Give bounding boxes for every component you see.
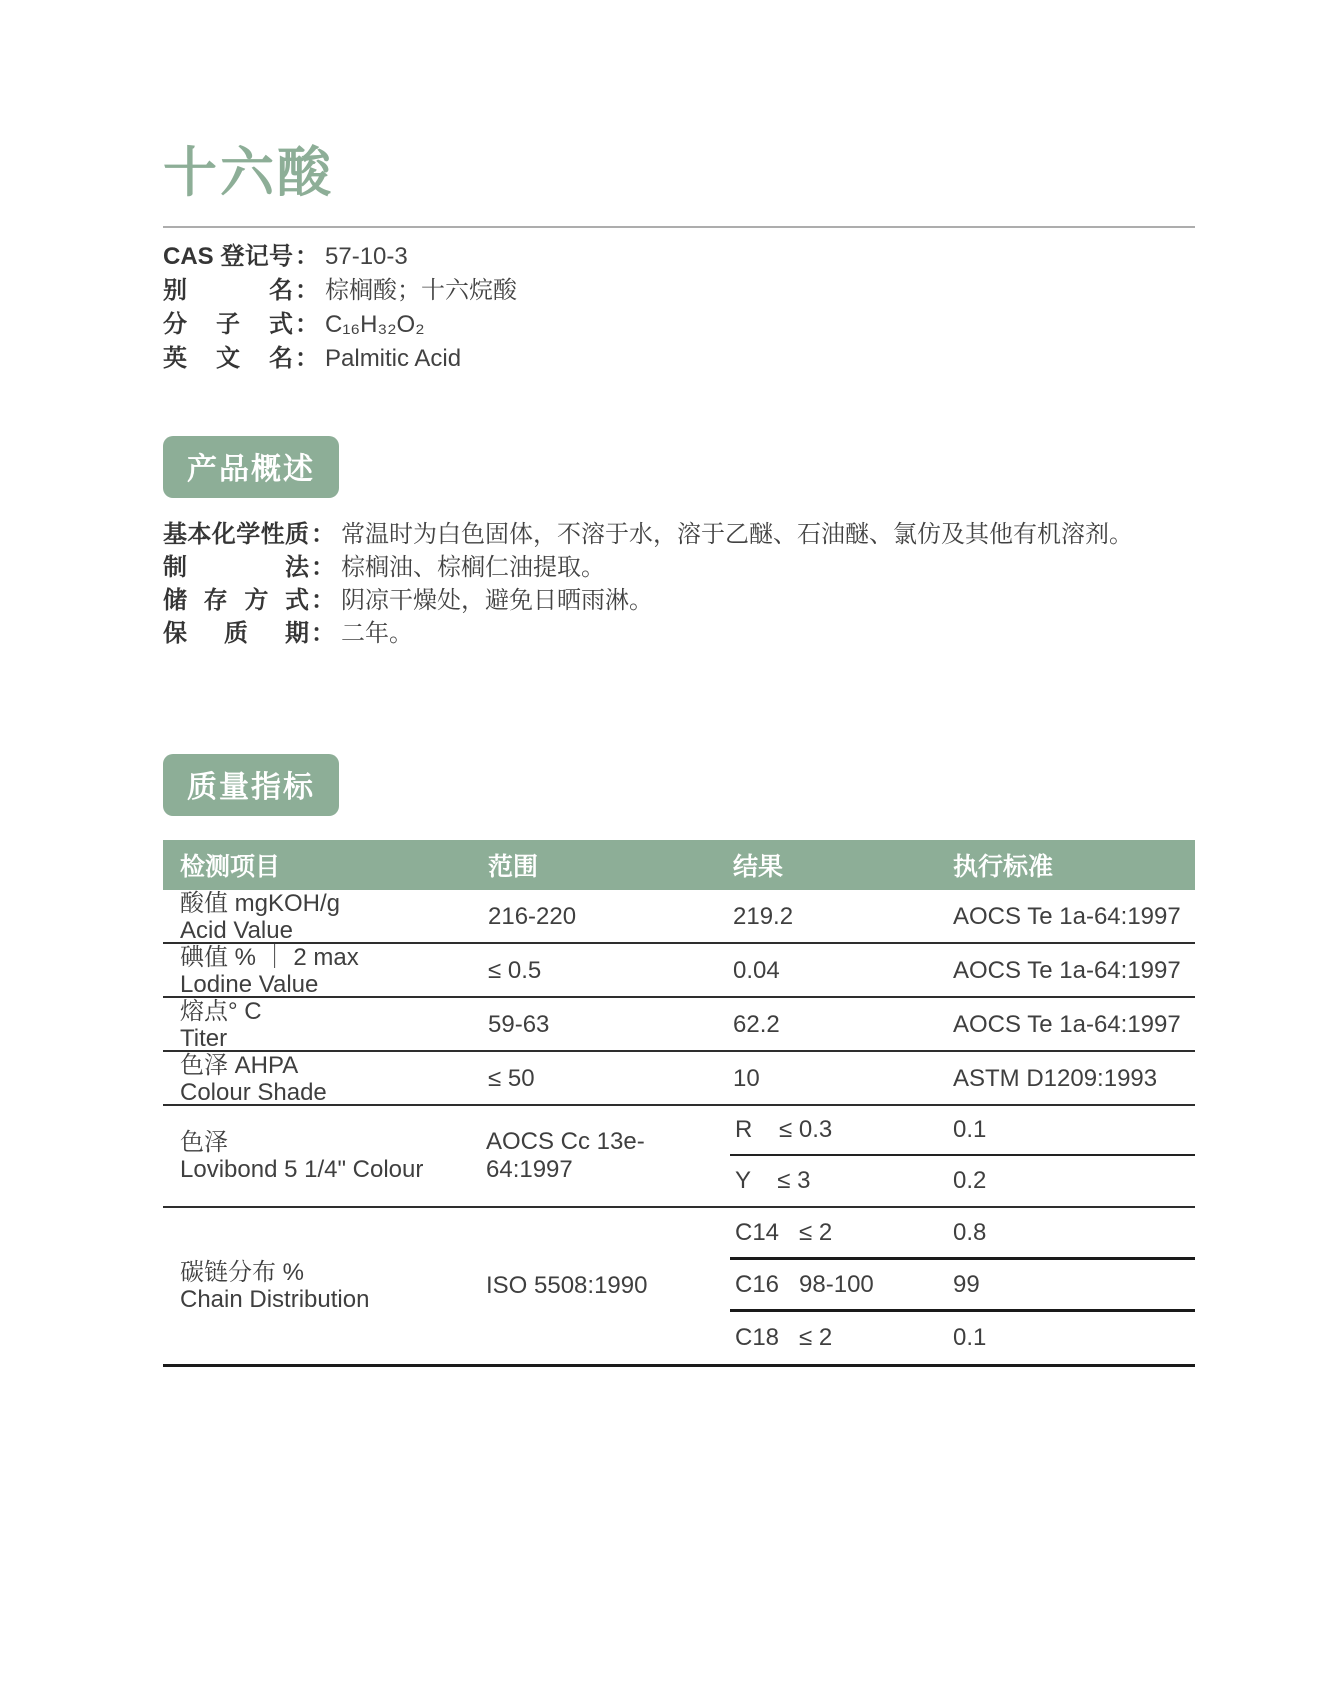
info-row-cas bbox=[163, 240, 1195, 274]
overview-label: 保 质 期 bbox=[163, 620, 309, 647]
colon: ： bbox=[311, 521, 335, 548]
section-badge-product-overview: 产品概述 bbox=[163, 436, 339, 498]
item-name-zh: 色泽 AHPA bbox=[180, 1052, 299, 1079]
overview-label: 储存方式 bbox=[163, 587, 309, 614]
range-cell: ≤ 50 bbox=[488, 1065, 535, 1092]
table-row-chain-distribution bbox=[163, 1208, 1195, 1367]
item-cell bbox=[163, 1106, 483, 1206]
colon: ： bbox=[295, 243, 319, 270]
standard-cell: ISO 5508:1990 bbox=[486, 1272, 648, 1299]
table-row-titer bbox=[163, 998, 1195, 1052]
item-name-en: Titer bbox=[180, 1025, 228, 1052]
header-result: 结果 bbox=[733, 853, 784, 881]
overview-value: 阴凉干燥处，避免日晒雨淋。 bbox=[341, 587, 653, 614]
standard-cell: AOCS Te 1a-64:1997 bbox=[953, 903, 1181, 930]
standard-cell: AOCS Te 1a-64:1997 bbox=[953, 1011, 1181, 1038]
info-value: 棕榈酸；十六烷酸 bbox=[325, 277, 517, 304]
info-value: 57-10-3 bbox=[325, 243, 408, 270]
overview-row-storage bbox=[163, 584, 1195, 617]
colon: ： bbox=[295, 345, 319, 372]
colon: ： bbox=[295, 311, 319, 338]
info-row-alias bbox=[163, 274, 1195, 308]
table-row-acid-value bbox=[163, 890, 1195, 944]
info-label: 别 名 bbox=[163, 277, 293, 304]
overview-row-shelf-life bbox=[163, 617, 1195, 650]
range-cell-c18: C18 ≤ 2 bbox=[735, 1324, 833, 1351]
table-row-lovibond-colour bbox=[163, 1106, 1195, 1208]
range-cell-r: R ≤ 0.3 bbox=[730, 1106, 950, 1156]
item-cell bbox=[163, 998, 483, 1052]
title-divider bbox=[163, 226, 1195, 228]
page-title: 十六酸 bbox=[163, 143, 334, 203]
item-name-zh: 碘值 % ｜ 2 max bbox=[180, 944, 359, 971]
colon: ： bbox=[311, 554, 335, 581]
product-overview-block bbox=[163, 518, 1195, 650]
info-row-formula bbox=[163, 308, 1195, 342]
table-header-row bbox=[163, 840, 1195, 890]
table-row-colour-shade bbox=[163, 1052, 1195, 1106]
item-name-zh: 熔点° C bbox=[180, 998, 262, 1025]
result-cell: 10 bbox=[733, 1065, 760, 1092]
info-label: 英 文 名 bbox=[163, 345, 293, 372]
result-cell: 0.04 bbox=[733, 957, 780, 984]
item-name-en: Colour Shade bbox=[180, 1079, 327, 1106]
item-cell bbox=[163, 890, 483, 944]
colon: ： bbox=[295, 277, 319, 304]
item-cell bbox=[163, 1208, 483, 1364]
result-cell: 62.2 bbox=[733, 1011, 780, 1038]
info-value: Palmitic Acid bbox=[325, 345, 462, 372]
header-standard: 执行标准 bbox=[953, 853, 1054, 881]
info-row-english-name bbox=[163, 342, 1195, 376]
range-cell: 216-220 bbox=[488, 903, 577, 930]
info-value: C₁₆H₃₂O₂ bbox=[325, 311, 425, 338]
range-cell: ≤ 0.5 bbox=[488, 957, 542, 984]
range-cell: 59-63 bbox=[488, 1011, 550, 1038]
overview-value: 二年。 bbox=[341, 620, 413, 647]
standard-cell: AOCS Cc 13e-64:1997 bbox=[486, 1128, 645, 1183]
standard-cell: AOCS Te 1a-64:1997 bbox=[953, 957, 1181, 984]
item-name-en: Lovibond 5 1/4" Colour bbox=[180, 1156, 424, 1183]
section-badge-quality-index: 质量指标 bbox=[163, 754, 339, 816]
info-label: 分 子 式 bbox=[163, 311, 293, 338]
info-label: CAS 登记号 bbox=[163, 243, 293, 270]
colon: ： bbox=[311, 620, 335, 647]
item-name-en: Acid Value bbox=[180, 917, 293, 944]
overview-label: 制 法 bbox=[163, 554, 309, 581]
page-content bbox=[163, 0, 1195, 1367]
result-cell-c14: 0.8 bbox=[950, 1208, 1195, 1260]
range-cell-c16: C16 98-100 bbox=[730, 1260, 950, 1312]
overview-row-properties bbox=[163, 518, 1195, 551]
item-name-zh: 色泽 bbox=[180, 1129, 228, 1156]
header-test-item: 检测项目 bbox=[180, 853, 281, 881]
item-name-zh: 酸值 mgKOH/g bbox=[180, 890, 341, 917]
range-cell-y: Y ≤ 3 bbox=[735, 1167, 811, 1194]
item-name-zh: 碳链分布 % bbox=[180, 1259, 305, 1286]
result-cell-c16: 99 bbox=[950, 1260, 1195, 1312]
overview-value: 常温时为白色固体，不溶于水，溶于乙醚、石油醚、氯仿及其他有机溶剂。 bbox=[341, 521, 1133, 548]
colon: ： bbox=[311, 587, 335, 614]
basic-info-block bbox=[163, 240, 1195, 376]
item-cell bbox=[163, 944, 483, 998]
item-name-en: Chain Distribution bbox=[180, 1286, 370, 1313]
range-cell-c14: C14 ≤ 2 bbox=[730, 1208, 950, 1260]
result-cell-c18: 0.1 bbox=[953, 1324, 987, 1351]
result-cell-y: 0.2 bbox=[953, 1167, 987, 1194]
overview-label: 基本化学性质 bbox=[163, 521, 309, 548]
item-name-en: Lodine Value bbox=[180, 971, 319, 998]
quality-table bbox=[163, 840, 1195, 1367]
overview-value: 棕榈油、棕榈仁油提取。 bbox=[341, 554, 605, 581]
item-cell bbox=[163, 1052, 483, 1106]
result-cell: 219.2 bbox=[733, 903, 794, 930]
overview-row-method bbox=[163, 551, 1195, 584]
standard-cell: ASTM D1209:1993 bbox=[953, 1065, 1158, 1092]
table-row-iodine-value bbox=[163, 944, 1195, 998]
result-cell-r: 0.1 bbox=[950, 1106, 1195, 1156]
header-range: 范围 bbox=[488, 853, 539, 881]
